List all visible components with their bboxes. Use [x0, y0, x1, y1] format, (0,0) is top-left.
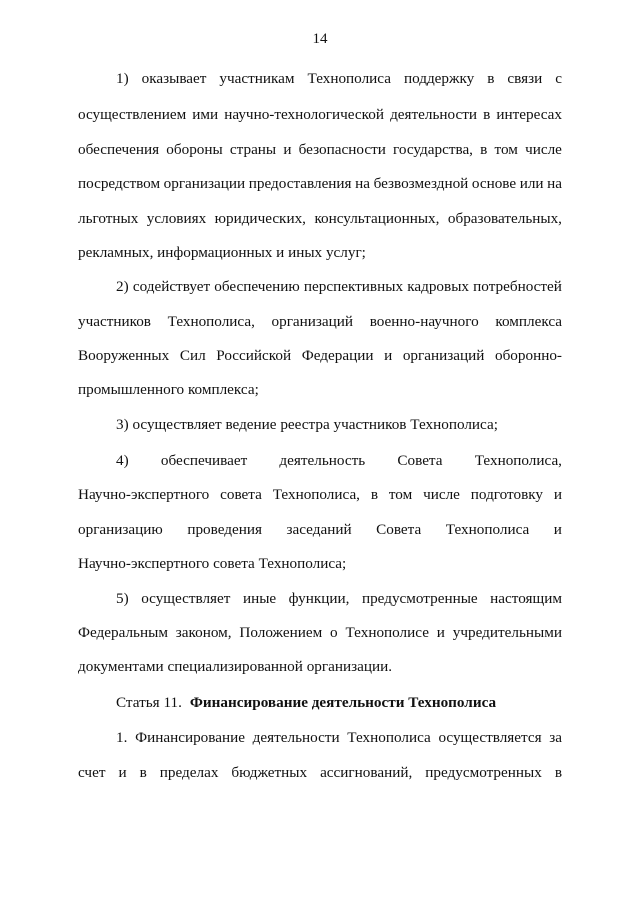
paragraph-4-line-3	[78, 521, 562, 539]
word: в	[139, 764, 147, 781]
word: учредительными	[452, 624, 562, 641]
word: интересах	[496, 106, 562, 123]
paragraph-5-line-3: документами специализированной организации.	[78, 658, 393, 675]
paragraph-4-line-1	[116, 452, 562, 470]
word: Федеральным	[78, 624, 168, 641]
word: научно-технологической	[224, 106, 384, 123]
word: и	[384, 347, 393, 364]
word: организаций	[271, 313, 354, 330]
paragraph-1-line-2	[78, 106, 562, 124]
word: проведения	[187, 521, 262, 538]
word: том	[388, 486, 413, 503]
article-paragraph-line-1	[116, 729, 562, 747]
paragraph-2-line-3	[78, 347, 562, 365]
word: связи	[507, 70, 543, 87]
paragraph-2-line-1	[116, 278, 562, 296]
word: деятельности	[390, 106, 478, 123]
word: в	[483, 106, 491, 123]
word: Российской	[216, 347, 292, 364]
word: условиях	[146, 210, 207, 227]
word: участников	[78, 313, 151, 330]
word: деятельности	[252, 729, 340, 746]
word: страны	[229, 141, 277, 158]
word: Финансирование	[135, 729, 245, 746]
word: и	[553, 486, 562, 503]
word: Технополиса	[307, 70, 391, 87]
word: содействует	[132, 278, 211, 295]
page-number: 14	[312, 31, 328, 47]
word: обороны	[166, 141, 223, 158]
word: Технополиса,	[272, 486, 360, 503]
word: том	[494, 141, 518, 158]
word: и	[118, 764, 127, 781]
word: оказывает	[141, 70, 207, 87]
word: счет	[78, 764, 106, 781]
word: Научно-экспертного	[78, 486, 210, 503]
word: осуществляет	[141, 590, 231, 607]
word: государства,	[393, 141, 473, 158]
word: потребностей	[473, 278, 562, 295]
word: в	[370, 486, 379, 503]
word: организаций	[402, 347, 485, 364]
word: пределах	[159, 764, 219, 781]
word: безопасности	[298, 141, 386, 158]
word: о	[330, 624, 338, 641]
word: и	[283, 141, 292, 158]
word: Технополиса	[347, 729, 431, 746]
word: обеспечивает	[160, 452, 248, 469]
word: и	[436, 624, 445, 641]
word: образовательных,	[447, 210, 562, 227]
word: военно-научного	[369, 313, 479, 330]
word: Совета	[397, 452, 443, 469]
word: предусмотренных	[425, 764, 542, 781]
word: Положением	[239, 624, 323, 641]
article-title: Финансирование деятельности Технополиса	[189, 694, 497, 711]
word: организации	[163, 175, 246, 192]
word: оборонно-	[494, 347, 562, 364]
word: перспективных	[303, 278, 404, 295]
word: 1)	[116, 70, 129, 87]
word: на	[355, 175, 370, 192]
word: деятельность	[279, 452, 366, 469]
word: Федерации	[301, 347, 374, 364]
article-paragraph-line-2	[78, 764, 562, 782]
word: безвозмездной	[373, 175, 469, 192]
word: осуществлением	[78, 106, 187, 123]
word: Сил	[179, 347, 206, 364]
word: ими	[192, 106, 219, 123]
word: кадровых	[407, 278, 469, 295]
word: льготных	[78, 210, 139, 227]
word: организацию	[78, 521, 163, 538]
word: на	[547, 175, 562, 192]
paragraph-4-line-4: Научно-экспертного совета Технополиса;	[78, 555, 347, 572]
word: обеспечения	[78, 141, 160, 158]
word: юридических,	[214, 210, 306, 227]
word: предусмотренные	[361, 590, 478, 607]
word: Совета	[376, 521, 422, 538]
paragraph-3-line-1: 3) осуществляет ведение реестра участников Технополиса;	[116, 416, 498, 433]
word: Технополиса,	[167, 313, 255, 330]
word: участникам	[219, 70, 295, 87]
word: Технополиса	[445, 521, 530, 538]
paragraph-1-line-5	[78, 210, 562, 228]
word: посредством	[78, 175, 161, 192]
article-number: Статья 11.	[116, 694, 182, 711]
word: с	[555, 70, 562, 87]
word: в	[487, 70, 495, 87]
word: комплекса	[495, 313, 562, 330]
paragraph-5-line-2	[78, 624, 562, 642]
word: ассигнований,	[320, 764, 413, 781]
word: иные	[242, 590, 277, 607]
paragraph-4-line-2	[78, 486, 562, 504]
word: в	[554, 764, 562, 781]
word: 4)	[116, 452, 129, 469]
word: числе	[525, 141, 562, 158]
paragraph-1-line-3	[78, 141, 562, 159]
word: числе	[423, 486, 460, 503]
word: в	[480, 141, 488, 158]
word: бюджетных	[231, 764, 308, 781]
word: и	[553, 521, 562, 538]
word: Технополисе	[345, 624, 429, 641]
word: за	[549, 729, 562, 746]
word: основе	[471, 175, 517, 192]
word: совета	[220, 486, 262, 503]
word: заседаний	[286, 521, 352, 538]
word: консультационных,	[314, 210, 440, 227]
word: 5)	[116, 590, 129, 607]
paragraph-1-line-6: рекламных, информационных и иных услуг;	[78, 244, 366, 261]
paragraph-1-line-4	[78, 175, 562, 193]
word: поддержку	[403, 70, 475, 87]
word: функции,	[288, 590, 350, 607]
word: 2)	[116, 278, 129, 295]
paragraph-5-line-1	[116, 590, 562, 608]
word: или	[519, 175, 544, 192]
word: подготовку	[470, 486, 543, 503]
paragraph-2-line-2	[78, 313, 562, 331]
word: обеспечению	[214, 278, 300, 295]
word: настоящим	[490, 590, 562, 607]
paragraph-2-line-4: промышленного комплекса;	[78, 381, 259, 398]
word: Вооруженных	[78, 347, 170, 364]
word: осуществляется	[438, 729, 542, 746]
paragraph-1-line-1	[116, 70, 562, 88]
word: предоставления	[248, 175, 352, 192]
article-heading	[116, 694, 562, 712]
word: 1.	[116, 729, 128, 746]
word: законом,	[175, 624, 232, 641]
word: Технополиса,	[474, 452, 562, 469]
